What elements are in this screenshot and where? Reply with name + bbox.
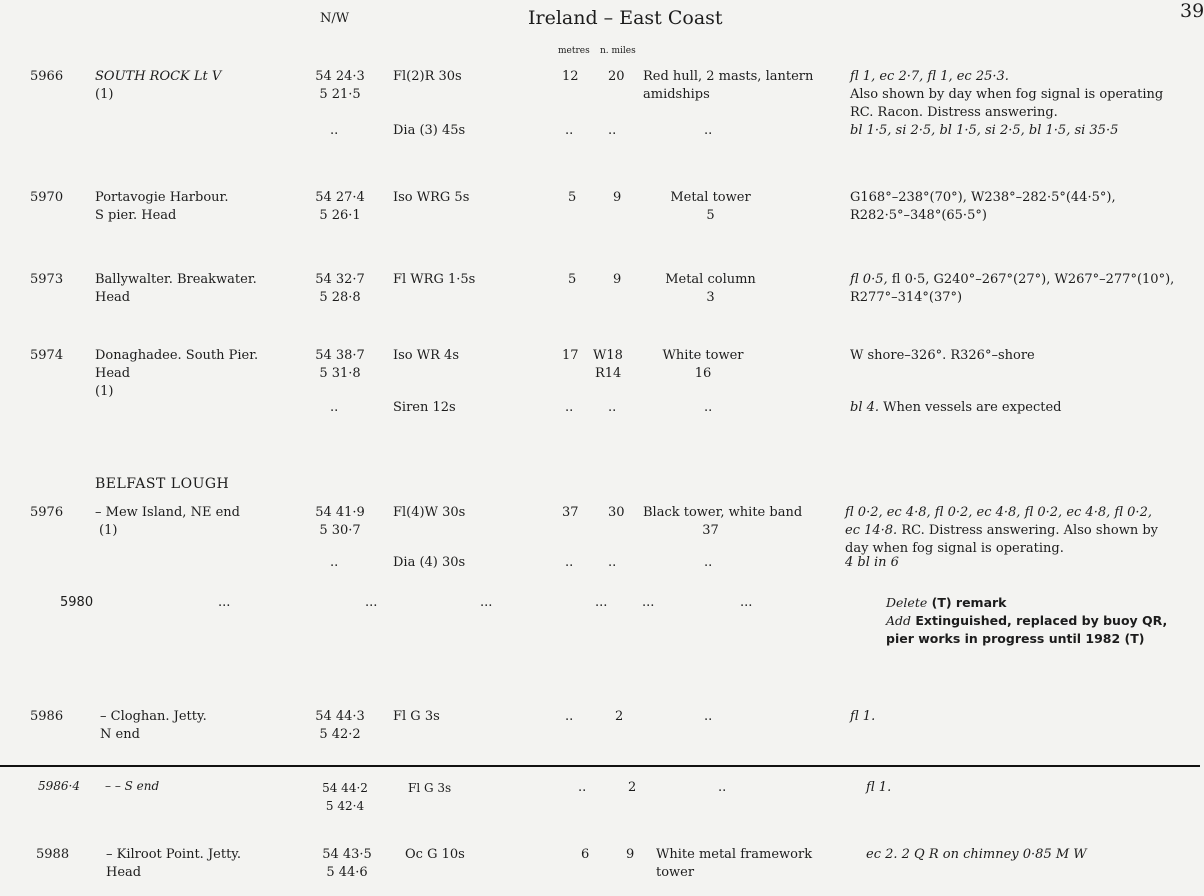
light-name-line: Ballywalter. Breakwater. (95, 272, 257, 287)
fog-remarks: 4 bl in 6 (845, 555, 899, 570)
structure-description (643, 504, 803, 540)
name-dots: ... (218, 595, 231, 610)
remarks-line: R277°–314°(37°) (850, 290, 963, 305)
fog-position-dots: .. (330, 400, 339, 415)
elevation: 5 (568, 272, 577, 287)
fog-range-dots: .. (608, 123, 617, 138)
description-line: 16 (694, 366, 712, 381)
correction-remarks (886, 594, 1167, 648)
remarks-text: ec 2. 2 Q R on chimney 0·85 M W (866, 847, 1087, 862)
description-line: 5 (706, 208, 715, 223)
description-line: 37 (702, 523, 719, 538)
remarks-line: R282·5°–348°(65·5°) (850, 208, 987, 223)
fog-signal: Siren 12s (393, 400, 456, 415)
latitude: 54 27·4 (315, 190, 365, 205)
light-name (106, 846, 241, 882)
fog-remarks (850, 399, 1061, 417)
column-header-nw: N/W (320, 11, 350, 26)
latitude: 54 32·7 (315, 272, 365, 287)
description-line: amidships (643, 87, 710, 102)
elevation: 37 (562, 505, 579, 520)
light-number: 5973 (30, 272, 64, 287)
remarks (845, 504, 1158, 558)
light-name-line: Head (106, 865, 142, 880)
light-name (100, 708, 207, 744)
range: 2 (628, 780, 637, 795)
light-characteristic: Fl G 3s (393, 709, 440, 724)
light-number: 5976 (30, 505, 64, 520)
remarks (866, 846, 1087, 864)
elevation: 12 (562, 69, 579, 84)
structure-description (643, 347, 763, 383)
light-characteristic: Iso WR 4s (393, 348, 459, 363)
latitude: 54 24·3 (315, 69, 365, 84)
position-dots: ... (365, 595, 378, 610)
position (305, 189, 375, 225)
remarks (850, 271, 1174, 307)
position (305, 347, 375, 383)
fog-range-dots: .. (608, 400, 617, 415)
fog-description-dots: .. (704, 555, 713, 570)
column-header-metres: metres (558, 46, 590, 56)
range: 30 (608, 505, 625, 520)
light-name-line: – Cloghan. Jetty. (100, 709, 207, 724)
range-white: W18 (593, 348, 623, 363)
fog-position-dots: .. (330, 555, 339, 570)
description-line: White metal framework (656, 847, 813, 862)
correction-delete: Delete (886, 595, 928, 610)
light-name: – – S end (105, 779, 160, 793)
structure-description (643, 68, 813, 104)
position (305, 504, 375, 540)
correction-text: Extinguished, replaced by buoy QR, (915, 613, 1168, 628)
range: 9 (613, 272, 622, 287)
fog-elevation-dots: .. (565, 555, 574, 570)
correction-text: (T) remark (931, 595, 1007, 610)
position (310, 779, 380, 815)
fog-signal: Dia (3) 45s (393, 123, 466, 138)
remarks-line: fl 0·2, ec 4·8, fl 0·2, ec 4·8, fl 0·2, ec 4·8, fl 0·2, (845, 505, 1152, 520)
remarks-lead: fl 0·5, (850, 272, 888, 287)
light-name (95, 504, 240, 540)
light-characteristic: Fl G 3s (408, 781, 452, 795)
remarks-line: RC. Racon. Distress answering. (850, 105, 1058, 120)
page-title: Ireland – East Coast (528, 7, 723, 29)
structure-description (656, 846, 812, 882)
light-number: 5986·4 (38, 779, 80, 793)
longitude: 5 31·8 (319, 366, 361, 381)
remarks (850, 189, 1116, 225)
fog-remarks: bl 1·5, si 2·5, bl 1·5, si 2·5, bl 1·5, si 35·5 (850, 123, 1119, 138)
range: 2 (615, 709, 624, 724)
remarks-code: ec 14·8. (845, 523, 898, 538)
characteristic-dots: ... (480, 595, 493, 610)
range (593, 347, 623, 383)
description-line: Red hull, 2 masts, lantern (643, 69, 814, 84)
remarks-line: G168°–238°(70°), W238°–282·5°(44·5°), (850, 190, 1116, 205)
light-number: 5986 (30, 709, 64, 724)
remarks-line: Also shown by day when fog signal is operating (850, 87, 1164, 102)
section-heading: BELFAST LOUGH (95, 476, 230, 492)
description-line: 3 (706, 290, 715, 305)
elevation: 17 (562, 348, 579, 363)
latitude: 54 44·3 (315, 709, 365, 724)
light-number: 5980 (60, 595, 94, 610)
light-name-line: (1) (99, 523, 118, 538)
remarks-line: fl 1, ec 2·7, fl 1, ec 25·3. (850, 69, 1009, 84)
remarks: fl 1. (866, 780, 892, 795)
structure-description (643, 189, 778, 225)
light-name-line: (1) (95, 384, 114, 399)
light-name (95, 347, 258, 401)
elevation-dots: ... (595, 595, 608, 610)
longitude: 5 42·2 (319, 727, 361, 742)
remarks-sectors: fl 0·5, G240°–267°(27°), W267°–277°(10°), (891, 272, 1175, 287)
fog-position-dots: .. (330, 123, 339, 138)
light-characteristic: Iso WRG 5s (393, 190, 470, 205)
description-dots: .. (704, 709, 713, 724)
elevation: 5 (568, 190, 577, 205)
remarks-text: RC. Distress answering. Also shown by (901, 523, 1159, 538)
description-line: Metal tower (670, 190, 751, 205)
elevation-dots: .. (565, 709, 574, 724)
light-name-line: Donaghadee. South Pier. (95, 348, 259, 363)
longitude: 5 21·5 (319, 87, 361, 102)
light-name-line: SOUTH ROCK Lt V (95, 69, 222, 84)
light-number: 5970 (30, 190, 64, 205)
light-characteristic: Fl WRG 1·5s (393, 272, 476, 287)
fog-elevation-dots: .. (565, 123, 574, 138)
light-name-line: Head (95, 366, 131, 381)
latitude: 54 43·5 (322, 847, 372, 862)
latitude: 54 38·7 (315, 348, 365, 363)
position (305, 271, 375, 307)
correction-line: pier works in progress until 1982 (T) (886, 631, 1145, 646)
correction-line (886, 594, 1167, 612)
light-name-line: Head (95, 290, 131, 305)
light-characteristic: Fl(2)R 30s (393, 69, 462, 84)
remarks-line (845, 522, 1158, 540)
longitude: 5 28·8 (319, 290, 361, 305)
correction-line (886, 612, 1167, 630)
longitude: 5 44·6 (326, 865, 368, 880)
light-name-line: S pier. Head (95, 208, 177, 223)
range: 9 (613, 190, 622, 205)
correction-add: Add (886, 613, 912, 628)
light-name-line: Portavogie Harbour. (95, 190, 229, 205)
light-characteristic: Fl(4)W 30s (393, 505, 466, 520)
light-number: 5966 (30, 69, 64, 84)
light-name-line: – Kilroot Point. Jetty. (106, 847, 242, 862)
remarks-line (850, 271, 1174, 289)
light-name (95, 68, 221, 104)
remarks (850, 68, 1163, 122)
light-characteristic: Oc G 10s (405, 847, 465, 862)
range-dots: ... (642, 595, 655, 610)
fog-remarks-text: When vessels are expected (883, 400, 1062, 415)
fog-description-dots: .. (704, 123, 713, 138)
remarks-line: day when fog signal is operating. (845, 541, 1064, 556)
range: 9 (626, 847, 635, 862)
position (305, 708, 375, 744)
description-dots: ... (740, 595, 753, 610)
light-name-line: N end (100, 727, 140, 742)
light-number: 5988 (36, 847, 70, 862)
longitude: 5 26·1 (319, 208, 361, 223)
page-divider (0, 765, 1200, 767)
longitude: 5 30·7 (319, 523, 361, 538)
elevation-dots: .. (578, 780, 587, 795)
column-header-miles: n. miles (600, 46, 636, 56)
position (312, 846, 382, 882)
light-number: 5974 (30, 348, 64, 363)
range-red: R14 (595, 366, 622, 381)
position (305, 68, 375, 104)
latitude: 54 41·9 (315, 505, 365, 520)
description-line: tower (656, 865, 695, 880)
description-line: Metal column (665, 272, 756, 287)
page-number: 39 (1180, 0, 1204, 22)
elevation: 6 (581, 847, 590, 862)
remarks: fl 1. (850, 709, 876, 724)
fog-elevation-dots: .. (565, 400, 574, 415)
light-name-line: (1) (95, 87, 114, 102)
range: 20 (608, 69, 625, 84)
light-name-line: – Mew Island, NE end (95, 505, 240, 520)
structure-description (643, 271, 778, 307)
fog-description-dots: .. (704, 400, 713, 415)
remarks: W shore–326°. R326°–shore (850, 348, 1035, 363)
latitude: 54 44·2 (322, 781, 368, 795)
light-name (95, 189, 228, 225)
description-dots: .. (718, 780, 727, 795)
fog-range-dots: .. (608, 555, 617, 570)
description-line: White tower (662, 348, 744, 363)
light-name (95, 271, 257, 307)
fog-signal: Dia (4) 30s (393, 555, 466, 570)
fog-remarks-code: bl 4. (850, 400, 880, 415)
description-line: Black tower, white band (643, 505, 803, 520)
longitude: 5 42·4 (325, 799, 365, 813)
